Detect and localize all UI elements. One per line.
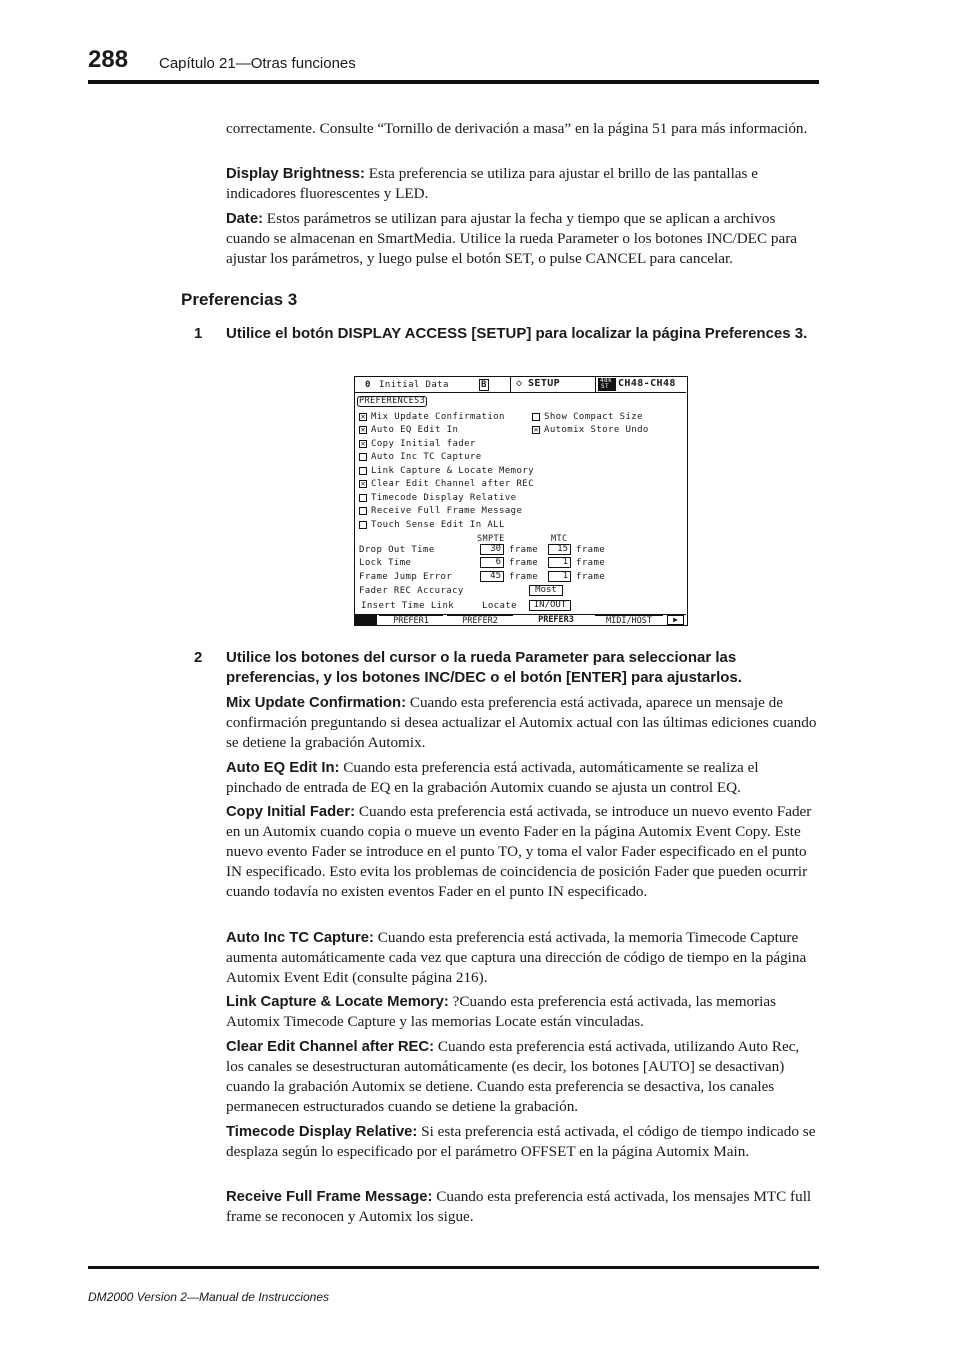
- fader-rec-accuracy-button[interactable]: Most: [529, 585, 563, 596]
- frame-jump-mtc-field[interactable]: 1: [548, 571, 571, 582]
- checkbox-label: Show Compact Size: [544, 412, 643, 422]
- checkbox-label: Timecode Display Relative: [371, 493, 517, 503]
- tab-scroll-right-icon[interactable]: ▶: [667, 615, 684, 625]
- checkbox-auto-inc-tc-capture[interactable]: [359, 453, 367, 461]
- row-label-frame-jump-error: Frame Jump Error: [359, 572, 453, 582]
- lock-time-mtc-field[interactable]: 1: [548, 557, 571, 568]
- frame-unit: frame: [576, 545, 606, 555]
- section-heading: Preferencias 3: [181, 290, 298, 309]
- fs-badge-bottom: ST: [601, 383, 610, 390]
- drop-out-smpte-field[interactable]: 30: [480, 544, 504, 555]
- checkbox-show-compact-size[interactable]: [532, 413, 540, 421]
- term-date: Date:: [226, 211, 263, 227]
- intro-paragraph: Display Brightness: Esta preferencia se utiliza para ajustar el brillo de las pantallas e indicadores fluorescentes y LED.: [226, 165, 758, 202]
- header-rule: [88, 80, 819, 84]
- frame-unit: frame: [509, 572, 539, 582]
- fs-badge-top: 48k: [600, 377, 613, 384]
- page-number: 288: [88, 46, 129, 73]
- checkbox-label: Copy Initial fader: [371, 439, 476, 449]
- checkbox-link-capture-locate-memory[interactable]: [359, 467, 367, 475]
- smpte-column-header: SMPTE: [477, 534, 505, 544]
- description-link-capture-locate-memory: Link Capture & Locate Memory: ?Cuando esta preferencia está activada, las memorias Automix Timecode Capture y las memorias Locate están vinculadas.: [226, 993, 777, 1030]
- scene-label: Initial Data: [379, 380, 449, 390]
- fader-rec-accuracy-label: Fader REC Accuracy: [359, 586, 464, 596]
- frame-jump-smpte-field[interactable]: 45: [480, 571, 504, 582]
- insert-time-link-label: Insert Time Link: [361, 601, 455, 611]
- frame-unit: frame: [509, 545, 539, 555]
- tab-bar-left-fill: [355, 615, 377, 625]
- step-instruction: Utilice el botón DISPLAY ACCESS [SETUP] para localizar la página Preferences 3.: [226, 325, 808, 342]
- checkbox-label: Automix Store Undo: [544, 425, 649, 435]
- checkbox-copy-initial-fader[interactable]: ✕: [360, 439, 366, 448]
- page-title: SETUP: [528, 378, 561, 389]
- description-receive-full-frame-message: Receive Full Frame Message: Cuando esta preferencia está activada, los mensajes MTC full frame se reconocen y Automix los sigue.: [226, 1188, 812, 1225]
- description-copy-initial-fader: Copy Initial Fader: Cuando esta preferencia está activada, se introduce un nuevo evento Fader en un Automix cuando copia o mueve un evento Fader en la página Automix Event Copy. Este nuevo evento Fader se introduce en el punto TO, y toma el valor Fader especificado en el punto IN especificado. Esto evita los problemas de coincidencia de posición Fader que pueden ocurrir cuando todavía no existen eventos Fader en el punto IN especificado.: [226, 803, 812, 900]
- scene-icon: 0: [365, 380, 371, 390]
- chapter-title: Capítulo 21—Otras funciones: [159, 55, 356, 72]
- frame-unit: frame: [509, 558, 539, 568]
- locate-in-out-button[interactable]: IN/OUT: [529, 600, 571, 611]
- preferences3-label: PREFERENCES3: [359, 396, 426, 406]
- row-label-lock-time: Lock Time: [359, 558, 412, 568]
- status-divider: [595, 377, 596, 392]
- row-label-drop-out-time: Drop Out Time: [359, 545, 435, 555]
- checkbox-label: Clear Edit Channel after REC: [371, 479, 534, 489]
- step-number: 2: [194, 649, 203, 666]
- checkbox-label: Mix Update Confirmation: [371, 412, 505, 422]
- status-divider: [510, 377, 511, 392]
- checkbox-timecode-display-relative[interactable]: [359, 494, 367, 502]
- tab-prefer2[interactable]: PREFER2: [447, 615, 513, 626]
- drop-out-mtc-field[interactable]: 15: [548, 544, 571, 555]
- description-clear-edit-channel-after-rec: Clear Edit Channel after REC: Cuando esta preferencia está activada, utilizando Auto Rec, los canales se desestructuran automáticamente (es decir, los botones [AUTO] se desactivan) cuando la grabación Automix se detiene. Cuando esta preferencia se desactiva, los canales permanecen estructurados cuando se detiene la grabación.: [226, 1038, 800, 1115]
- checkbox-label: Receive Full Frame Message: [371, 506, 523, 516]
- checkbox-label: Touch Sense Edit In ALL: [371, 520, 505, 530]
- checkbox-label: Auto Inc TC Capture: [371, 452, 482, 462]
- scene-marker: B: [481, 380, 487, 390]
- intro-paragraph: correctamente. Consulte “Tornillo de derivación a masa” en la página 51 para más información.: [226, 120, 808, 137]
- frame-unit: frame: [576, 558, 606, 568]
- tab-prefer3[interactable]: PREFER3: [538, 615, 574, 625]
- checkbox-label: Link Capture & Locate Memory: [371, 466, 534, 476]
- checkbox-touch-sense-edit-in-all[interactable]: [359, 521, 367, 529]
- description-auto-inc-tc-capture: Auto Inc TC Capture: Cuando esta preferencia está activada, la memoria Timecode Capture aumenta automáticamente cada vez que captura una dirección de código de tiempo en la página Automix Event Edit (consulte página 216).: [226, 929, 807, 986]
- checkbox-auto-eq-edit-in[interactable]: ✕: [360, 425, 366, 434]
- step-instruction: Utilice los botones del cursor o la rueda Parameter para seleccionar las preferencias, y los botones INC/DEC o el botón [ENTER] para ajustarlos.: [226, 649, 742, 686]
- description-timecode-display-relative: Timecode Display Relative: Si esta preferencia está activada, el código de tiempo indicado se desplaza según lo especificado por el parámetro OFFSET en la página Automix Main.: [226, 1123, 816, 1160]
- checkbox-receive-full-frame-message[interactable]: [359, 507, 367, 515]
- checkbox-mix-update-confirmation[interactable]: ✕: [360, 412, 366, 421]
- description-mix-update-confirmation: Mix Update Confirmation: Cuando esta preferencia está activada, aparece un mensaje de confirmación preguntando si desea actualizar el Automix actual con las últimas ediciones cuando se detiene la grabación Automix.: [226, 694, 817, 751]
- channel-display: CH48-CH48: [618, 378, 676, 389]
- frame-unit: frame: [576, 572, 606, 582]
- intro-paragraph: Date: Estos parámetros se utilizan para ajustar la fecha y tiempo que se aplican a archivos cuando se almacenan en SmartMedia. Utilice la rueda Parameter o los botones INC/DEC para ajustar los parámetros, y luego pulse el botón SET, o pulse CANCEL para cancelar.: [226, 210, 798, 267]
- checkbox-label: Auto EQ Edit In: [371, 425, 459, 435]
- description-auto-eq-edit-in: Auto EQ Edit In: Cuando esta preferencia está activada, automáticamente se realiza el pinchado de entrada de EQ en la grabación Automix cuando se ajusta un control EQ.: [226, 759, 759, 796]
- diamond-icon: ◇: [516, 378, 523, 389]
- step-number: 1: [194, 325, 203, 342]
- checkbox-automix-store-undo[interactable]: ✕: [533, 425, 539, 434]
- tab-midi-host[interactable]: MIDI/HOST: [595, 615, 663, 626]
- lock-time-smpte-field[interactable]: 6: [480, 557, 504, 568]
- locate-label: Locate: [482, 601, 517, 611]
- mtc-column-header: MTC: [551, 534, 568, 544]
- footer-rule: [88, 1266, 819, 1269]
- term-display-brightness: Display Brightness:: [226, 166, 365, 182]
- lcd-screen: [354, 376, 688, 626]
- footer-text: DM2000 Version 2—Manual de Instrucciones: [88, 1290, 330, 1304]
- tab-prefer1[interactable]: PREFER1: [379, 615, 443, 626]
- checkbox-clear-edit-channel-after-rec[interactable]: ✕: [360, 479, 366, 488]
